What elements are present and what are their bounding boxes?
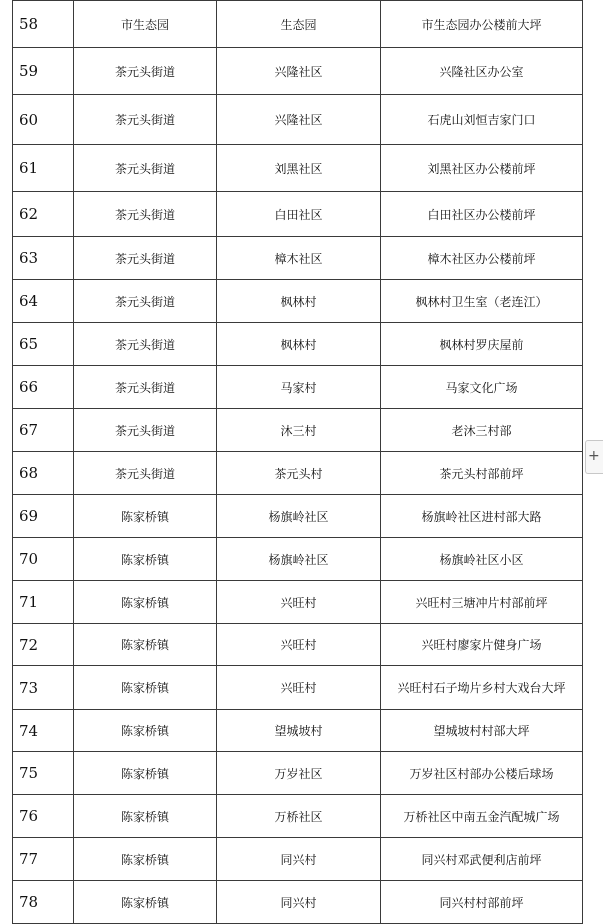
- table-row: [13, 145, 583, 192]
- location-cell: 杨旗岭社区小区: [381, 538, 583, 581]
- community-cell: 樟木社区: [217, 237, 381, 280]
- community-cell: 白田社区: [217, 192, 381, 237]
- row-number-cell: 74: [13, 710, 74, 752]
- location-cell: 万桥社区中南五金汽配城广场: [381, 795, 583, 838]
- location-cell: 望城坡村村部大坪: [381, 710, 583, 752]
- table-row: [13, 323, 583, 366]
- row-number-cell: 59: [13, 48, 74, 95]
- community-cell: 兴旺村: [217, 666, 381, 710]
- expand-side-button[interactable]: [585, 440, 603, 474]
- community-cell: 兴旺村: [217, 624, 381, 666]
- row-number-cell: 62: [13, 192, 74, 237]
- location-cell: 刘黑社区办公楼前坪: [381, 145, 583, 192]
- town-cell: 茶元头街道: [74, 366, 217, 409]
- community-cell: 马家村: [217, 366, 381, 409]
- row-number-cell: 77: [13, 838, 74, 881]
- location-cell: 同兴村邓武便利店前坪: [381, 838, 583, 881]
- table-row: [13, 95, 583, 145]
- table-row: [13, 752, 583, 795]
- town-cell: 陈家桥镇: [74, 666, 217, 710]
- community-cell: 兴隆社区: [217, 95, 381, 145]
- community-cell: 望城坡村: [217, 710, 381, 752]
- location-cell: 樟木社区办公楼前坪: [381, 237, 583, 280]
- town-cell: 茶元头街道: [74, 95, 217, 145]
- town-cell: 茶元头街道: [74, 145, 217, 192]
- row-number-cell: 61: [13, 145, 74, 192]
- table-body: [13, 1, 583, 924]
- location-cell: 市生态园办公楼前大坪: [381, 1, 583, 48]
- table-row: [13, 881, 583, 924]
- town-cell: 茶元头街道: [74, 192, 217, 237]
- row-number-cell: 66: [13, 366, 74, 409]
- plus-icon: +: [588, 448, 600, 464]
- community-cell: 杨旗岭社区: [217, 495, 381, 538]
- table-row: [13, 280, 583, 323]
- community-cell: 茶元头村: [217, 452, 381, 495]
- town-cell: 陈家桥镇: [74, 881, 217, 924]
- community-cell: 枫林村: [217, 280, 381, 323]
- town-cell: 陈家桥镇: [74, 495, 217, 538]
- location-cell: 兴旺村廖家片健身广场: [381, 624, 583, 666]
- table-row: [13, 710, 583, 752]
- town-cell: 陈家桥镇: [74, 838, 217, 881]
- table-row: [13, 495, 583, 538]
- row-number-cell: 68: [13, 452, 74, 495]
- row-number-cell: 63: [13, 237, 74, 280]
- location-cell: 茶元头村部前坪: [381, 452, 583, 495]
- table-row: [13, 409, 583, 452]
- location-cell: 老沐三村部: [381, 409, 583, 452]
- location-cell: 兴旺村三塘冲片村部前坪: [381, 581, 583, 624]
- table-row: [13, 452, 583, 495]
- row-number-cell: 60: [13, 95, 74, 145]
- town-cell: 茶元头街道: [74, 409, 217, 452]
- town-cell: 茶元头街道: [74, 48, 217, 95]
- table-row: [13, 237, 583, 280]
- table-row: [13, 366, 583, 409]
- location-cell: 杨旗岭社区进村部大路: [381, 495, 583, 538]
- community-cell: 沐三村: [217, 409, 381, 452]
- location-cell: 万岁社区村部办公楼后球场: [381, 752, 583, 795]
- community-cell: 兴旺村: [217, 581, 381, 624]
- table-row: [13, 538, 583, 581]
- town-cell: 陈家桥镇: [74, 752, 217, 795]
- location-cell: 兴隆社区办公室: [381, 48, 583, 95]
- row-number-cell: 78: [13, 881, 74, 924]
- town-cell: 陈家桥镇: [74, 538, 217, 581]
- community-cell: 万桥社区: [217, 795, 381, 838]
- location-cell: 石虎山刘恒吉家门口: [381, 95, 583, 145]
- table-row: [13, 192, 583, 237]
- table-row: [13, 624, 583, 666]
- row-number-cell: 67: [13, 409, 74, 452]
- location-cell: 马家文化广场: [381, 366, 583, 409]
- town-cell: 陈家桥镇: [74, 795, 217, 838]
- location-cell: 同兴村村部前坪: [381, 881, 583, 924]
- town-cell: 陈家桥镇: [74, 624, 217, 666]
- table-row: [13, 581, 583, 624]
- row-number-cell: 64: [13, 280, 74, 323]
- row-number-cell: 69: [13, 495, 74, 538]
- table-row: [13, 666, 583, 710]
- table-row: [13, 795, 583, 838]
- town-cell: 茶元头街道: [74, 237, 217, 280]
- row-number-cell: 70: [13, 538, 74, 581]
- row-number-cell: 65: [13, 323, 74, 366]
- table-row: [13, 838, 583, 881]
- row-number-cell: 76: [13, 795, 74, 838]
- community-cell: 万岁社区: [217, 752, 381, 795]
- town-cell: 市生态园: [74, 1, 217, 48]
- community-cell: 生态园: [217, 1, 381, 48]
- row-number-cell: 58: [13, 1, 74, 48]
- community-cell: 同兴村: [217, 838, 381, 881]
- data-table: [12, 0, 583, 924]
- location-cell: 白田社区办公楼前坪: [381, 192, 583, 237]
- community-cell: 杨旗岭社区: [217, 538, 381, 581]
- town-cell: 茶元头街道: [74, 280, 217, 323]
- community-cell: 兴隆社区: [217, 48, 381, 95]
- row-number-cell: 72: [13, 624, 74, 666]
- location-cell: 兴旺村石子坳片乡村大戏台大坪: [381, 666, 583, 710]
- community-cell: 同兴村: [217, 881, 381, 924]
- town-cell: 陈家桥镇: [74, 581, 217, 624]
- community-cell: 刘黑社区: [217, 145, 381, 192]
- location-cell: 枫林村卫生室（老连江）: [381, 280, 583, 323]
- row-number-cell: 71: [13, 581, 74, 624]
- location-cell: 枫林村罗庆屋前: [381, 323, 583, 366]
- row-number-cell: 73: [13, 666, 74, 710]
- community-cell: 枫林村: [217, 323, 381, 366]
- table-row: [13, 48, 583, 95]
- table-row: [13, 1, 583, 48]
- town-cell: 陈家桥镇: [74, 710, 217, 752]
- town-cell: 茶元头街道: [74, 452, 217, 495]
- row-number-cell: 75: [13, 752, 74, 795]
- town-cell: 茶元头街道: [74, 323, 217, 366]
